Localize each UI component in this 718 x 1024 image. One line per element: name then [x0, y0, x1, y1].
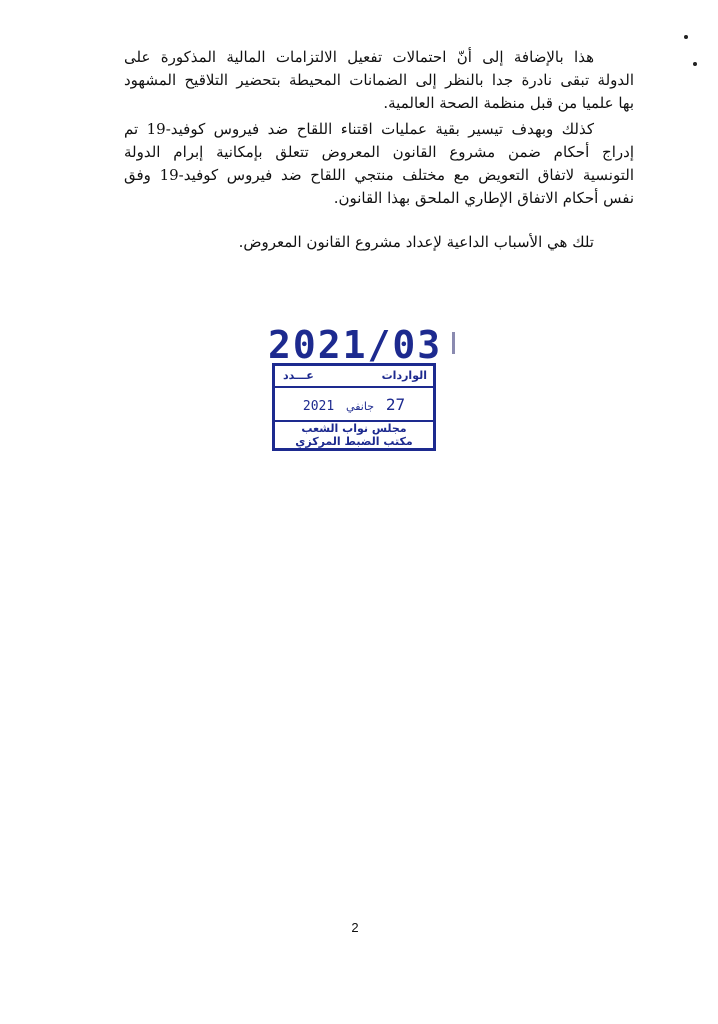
paragraph-conclusion	[124, 231, 634, 254]
stamp-header	[275, 366, 433, 388]
paragraph-vaccine-acquisition	[124, 118, 634, 210]
stamp-institution-line: مكتب الضبط المركزي	[295, 435, 413, 448]
stamp-registration-number: 2021/03	[268, 323, 443, 367]
stamp-header-label: الواردات	[381, 369, 427, 382]
stamp-institution	[275, 422, 433, 448]
paragraph-line: إدراج أحكام ضمن مشروع القانون المعروض تتعلق بإمكانية إبرام الدولة	[124, 143, 634, 161]
stamp-date-day: 27	[385, 395, 406, 414]
paragraph-line: التونسية لاتفاق التعويض مع مختلف منتجي اللقاح ضد فيروس كوفيد-19 وفق	[124, 166, 634, 184]
paragraph-line: نفس أحكام الاتفاق الإطاري الملحق بهذا القانون.	[333, 189, 634, 207]
stamp-mark	[452, 332, 455, 354]
paragraph-line: بها علميا من قبل منظمة الصحة العالمية.	[383, 94, 634, 112]
stamp-date	[275, 390, 433, 422]
page-number: 2	[351, 920, 359, 935]
margin-mark	[693, 62, 697, 66]
stamp-date-month: جانفي	[346, 400, 374, 413]
stamp-count-label: عـــدد	[283, 369, 314, 382]
paragraph-line: كذلك وبهدف تيسير بقية عمليات اقتناء اللقاح ضد فيروس كوفيد-19 تم	[124, 120, 594, 138]
margin-mark	[684, 35, 688, 39]
stamp-institution-line: مجلس نواب الشعب	[301, 422, 407, 435]
paragraph-line: هذا بالإضافة إلى أنّ احتمالات تفعيل الالتزامات المالية المذكورة على	[124, 48, 594, 66]
registration-stamp	[272, 363, 436, 451]
paragraph-financial-commitments	[124, 46, 634, 115]
stamp-date-year: 2021	[302, 399, 335, 414]
paragraph-line: الدولة تبقى نادرة جدا بالنظر إلى الضمانات المحيطة بتحضير التلاقيح المشهود	[124, 71, 634, 89]
paragraph-line: تلك هي الأسباب الداعية لإعداد مشروع القانون المعروض.	[238, 233, 594, 251]
